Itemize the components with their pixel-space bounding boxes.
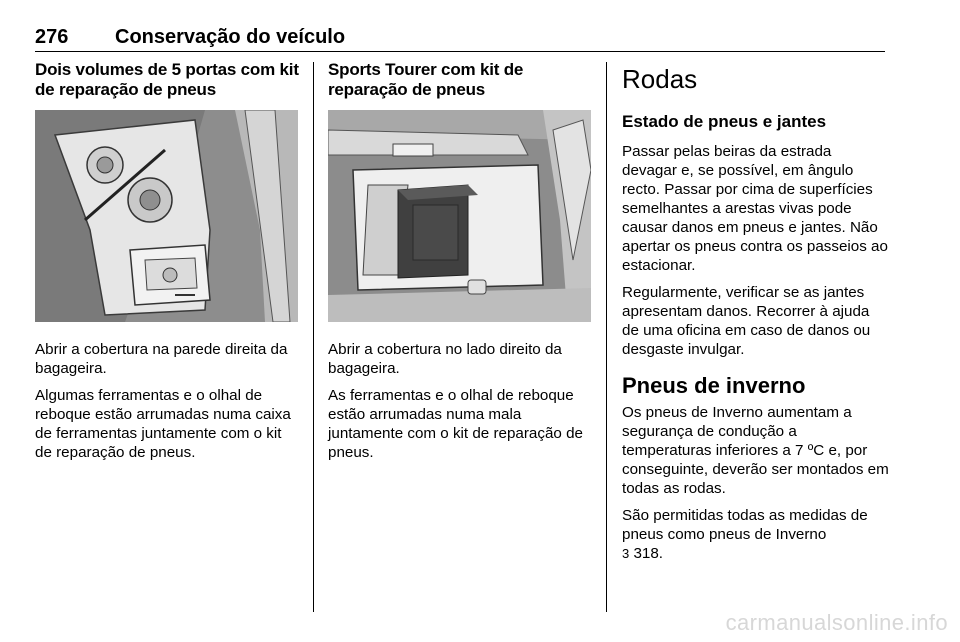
paragraph: Abrir a cobertura no lado direito da bagageira. xyxy=(328,341,562,377)
figure-hatchback-tool-box xyxy=(35,110,298,322)
section-heading: Dois volumes de 5 portas com kit de reparação de pneus xyxy=(35,60,299,99)
paragraph: Regularmente, verificar se as jantes apresentam danos. Recorrer à ajuda de uma oficina em caso de danos ou desgaste invulgar. xyxy=(622,284,871,358)
column-sports-tourer xyxy=(328,60,593,462)
subsection-heading: Estado de pneus e jantes xyxy=(622,112,827,131)
column-divider xyxy=(313,62,314,612)
hatchback-trunk-illustration xyxy=(35,110,298,322)
paragraph: As ferramentas e o olhal de reboque estão arrumadas numa mala juntamente com o kit de reparação de pneus. xyxy=(328,387,583,461)
paragraph-text: São permitidas todas as medidas de pneus como pneus de Inverno xyxy=(622,507,868,543)
column-wheels xyxy=(622,60,890,563)
paragraph: Os pneus de Inverno aumentam a segurança de condução a temperaturas inferiores a 7 ºC e, por conseguinte, deverão ser montados em todas as rodas. xyxy=(622,404,889,497)
page-header xyxy=(35,22,885,52)
section-title: Rodas xyxy=(622,64,698,94)
page-reference-arrow-icon: 3 xyxy=(622,546,630,561)
paragraph: Passar pelas beiras da estrada devagar e, se possível, em ângulo recto. Passar por cima de superfícies semelhantes a arestas vivas pode causar danos em pneus e jantes. Não apertar os pneus contra os passeios ao estacionar. xyxy=(622,143,888,274)
chapter-title: Conservação do veículo xyxy=(115,26,346,48)
figure-sports-tourer-case xyxy=(328,110,591,322)
watermark: carmanualsonline.info xyxy=(725,610,948,635)
sports-tourer-trunk-illustration xyxy=(328,110,591,322)
column-hatchback xyxy=(35,60,300,462)
page-number: 276 xyxy=(35,26,69,48)
paragraph: Algumas ferramentas e o olhal de reboque estão arrumadas numa caixa de ferramentas juntamente com o kit de reparação de pneus. xyxy=(35,387,291,461)
column-divider xyxy=(606,62,607,612)
paragraph xyxy=(622,506,890,563)
paragraph: Abrir a cobertura na parede direita da bagageira. xyxy=(35,341,288,377)
section-heading-winter-tyres: Pneus de inverno xyxy=(622,373,806,398)
page-reference[interactable]: 318. xyxy=(633,545,664,562)
section-heading: Sports Tourer com kit de reparação de pneus xyxy=(328,60,524,99)
